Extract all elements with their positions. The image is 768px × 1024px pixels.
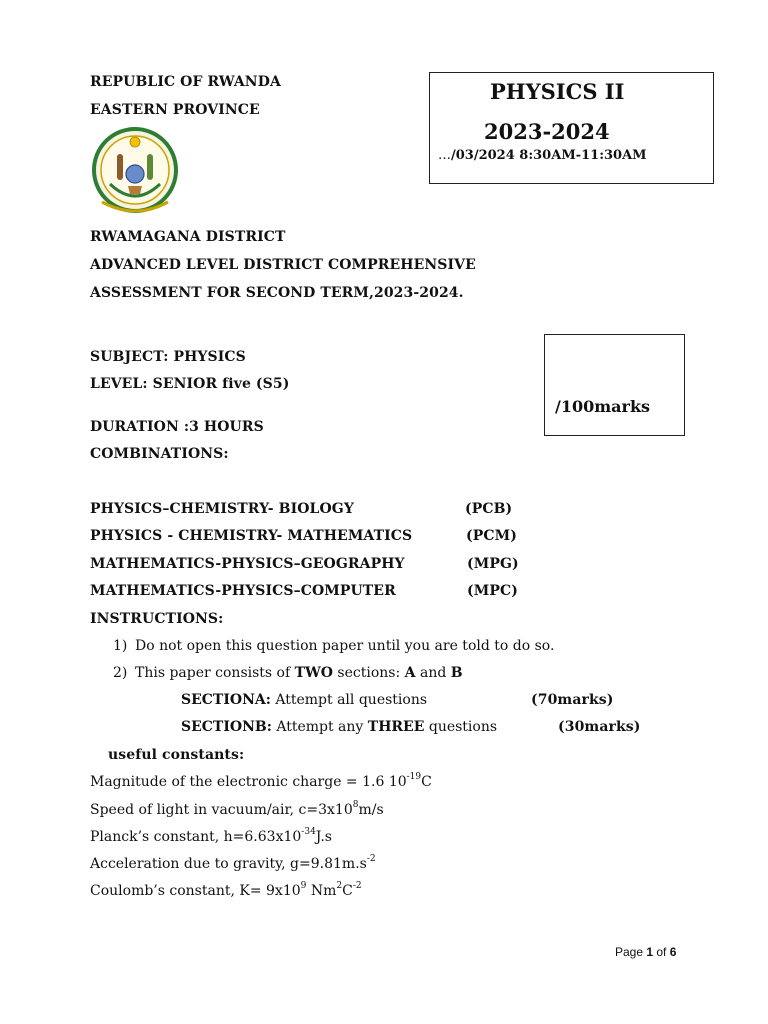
text-run: C	[421, 774, 432, 790]
exponent: 8	[352, 800, 359, 811]
text-run: Coulomb’s constant, K= 9x10	[90, 883, 301, 899]
text-run: Nm	[306, 883, 337, 899]
paper-title: PHYSICS II	[490, 79, 625, 104]
date-prefix: …	[438, 148, 451, 163]
instruction-number: 1)	[113, 638, 128, 654]
instruction-1: Do not open this question paper until you are told to do so.	[135, 638, 555, 654]
combination-code: (MPG)	[467, 556, 519, 572]
text-run: C	[342, 883, 353, 899]
combination-name: MATHEMATICS-PHYSICS–GEOGRAPHY	[90, 556, 405, 572]
district-heading: RWAMAGANA DISTRICT	[90, 229, 286, 245]
text-run: questions	[424, 719, 498, 735]
combination-name: PHYSICS–CHEMISTRY- BIOLOGY	[90, 501, 354, 517]
current-page: 1	[646, 945, 654, 959]
instruction-2	[135, 665, 463, 681]
constant-electron-charge	[90, 774, 432, 790]
section-a-line	[181, 692, 427, 708]
section-a-label: SECTIONA:	[181, 692, 271, 708]
assessment-heading-line1: ADVANCED LEVEL DISTRICT COMPREHENSIVE	[90, 257, 476, 273]
text-run: J.s	[315, 829, 332, 845]
text-run: Page	[615, 945, 647, 959]
total-pages: 6	[669, 945, 677, 959]
text-run: m/s	[358, 802, 384, 818]
text-run: TWO	[294, 665, 333, 681]
date-time-value: /03/2024 8:30AM-11:30AM	[451, 148, 647, 163]
subject-line: SUBJECT: PHYSICS	[90, 349, 246, 365]
title-box	[429, 72, 714, 184]
section-b-line	[181, 719, 497, 735]
exponent: -2	[366, 854, 376, 865]
exponent: -34	[301, 827, 316, 838]
combination-code: (PCM)	[466, 528, 517, 544]
paper-year: 2023-2024	[484, 119, 610, 144]
province-heading: EASTERN PROVINCE	[90, 102, 260, 118]
text-run: THREE	[367, 719, 425, 735]
total-marks: /100marks	[555, 397, 651, 416]
combination-code: (MPC)	[467, 583, 518, 599]
combination-name: PHYSICS - CHEMISTRY- MATHEMATICS	[90, 528, 413, 544]
combinations-label: COMBINATIONS:	[90, 446, 229, 462]
text-run: and	[415, 665, 451, 681]
text-run: of	[653, 945, 670, 959]
text-run: Speed of light in vacuum/air, c=3x10	[90, 802, 353, 818]
page-number	[615, 945, 676, 959]
instructions-label: INSTRUCTIONS:	[90, 611, 224, 627]
section-b-label: SECTIONB:	[181, 719, 272, 735]
section-b-marks: (30marks)	[558, 719, 641, 735]
text-run: sections:	[332, 665, 405, 681]
text-run: Magnitude of the electronic charge = 1.6 10	[90, 774, 407, 790]
section-a-marks: (70marks)	[531, 692, 614, 708]
constant-gravity	[90, 856, 376, 872]
marks-box	[544, 334, 685, 436]
rwanda-coat-of-arms-icon	[88, 126, 182, 218]
exponent: 9	[300, 881, 307, 892]
combination-name: MATHEMATICS-PHYSICS–COMPUTER	[90, 583, 396, 599]
constant-planck	[90, 829, 332, 845]
section-a-text: Attempt all questions	[270, 692, 428, 708]
assessment-heading-line2: ASSESSMENT FOR SECOND TERM,2023-2024.	[90, 285, 464, 301]
exponent: -19	[406, 772, 422, 783]
exam-date-time	[438, 148, 647, 163]
republic-heading: REPUBLIC OF RWANDA	[90, 74, 281, 90]
exponent: -2	[352, 881, 362, 892]
constant-speed-of-light	[90, 802, 384, 818]
exponent: 2	[336, 881, 343, 892]
level-prefix: LEVEL: SENIOR	[90, 376, 223, 392]
instruction-number: 2)	[113, 665, 128, 681]
level-line	[90, 376, 289, 392]
level-value: five (S5)	[222, 376, 290, 392]
text-run: B	[450, 665, 463, 681]
combination-code: (PCB)	[465, 501, 513, 517]
text-run: Acceleration due to gravity, g=9.81m.s	[90, 856, 367, 872]
constants-label: useful constants:	[108, 747, 245, 763]
duration-line: DURATION :3 HOURS	[90, 419, 264, 435]
text-run: A	[404, 665, 416, 681]
text-run: Attempt any	[271, 719, 368, 735]
constant-coulomb	[90, 883, 362, 899]
text-run: Planck’s constant, h=6.63x10	[90, 829, 302, 845]
text-run: This paper consists of	[135, 665, 295, 681]
